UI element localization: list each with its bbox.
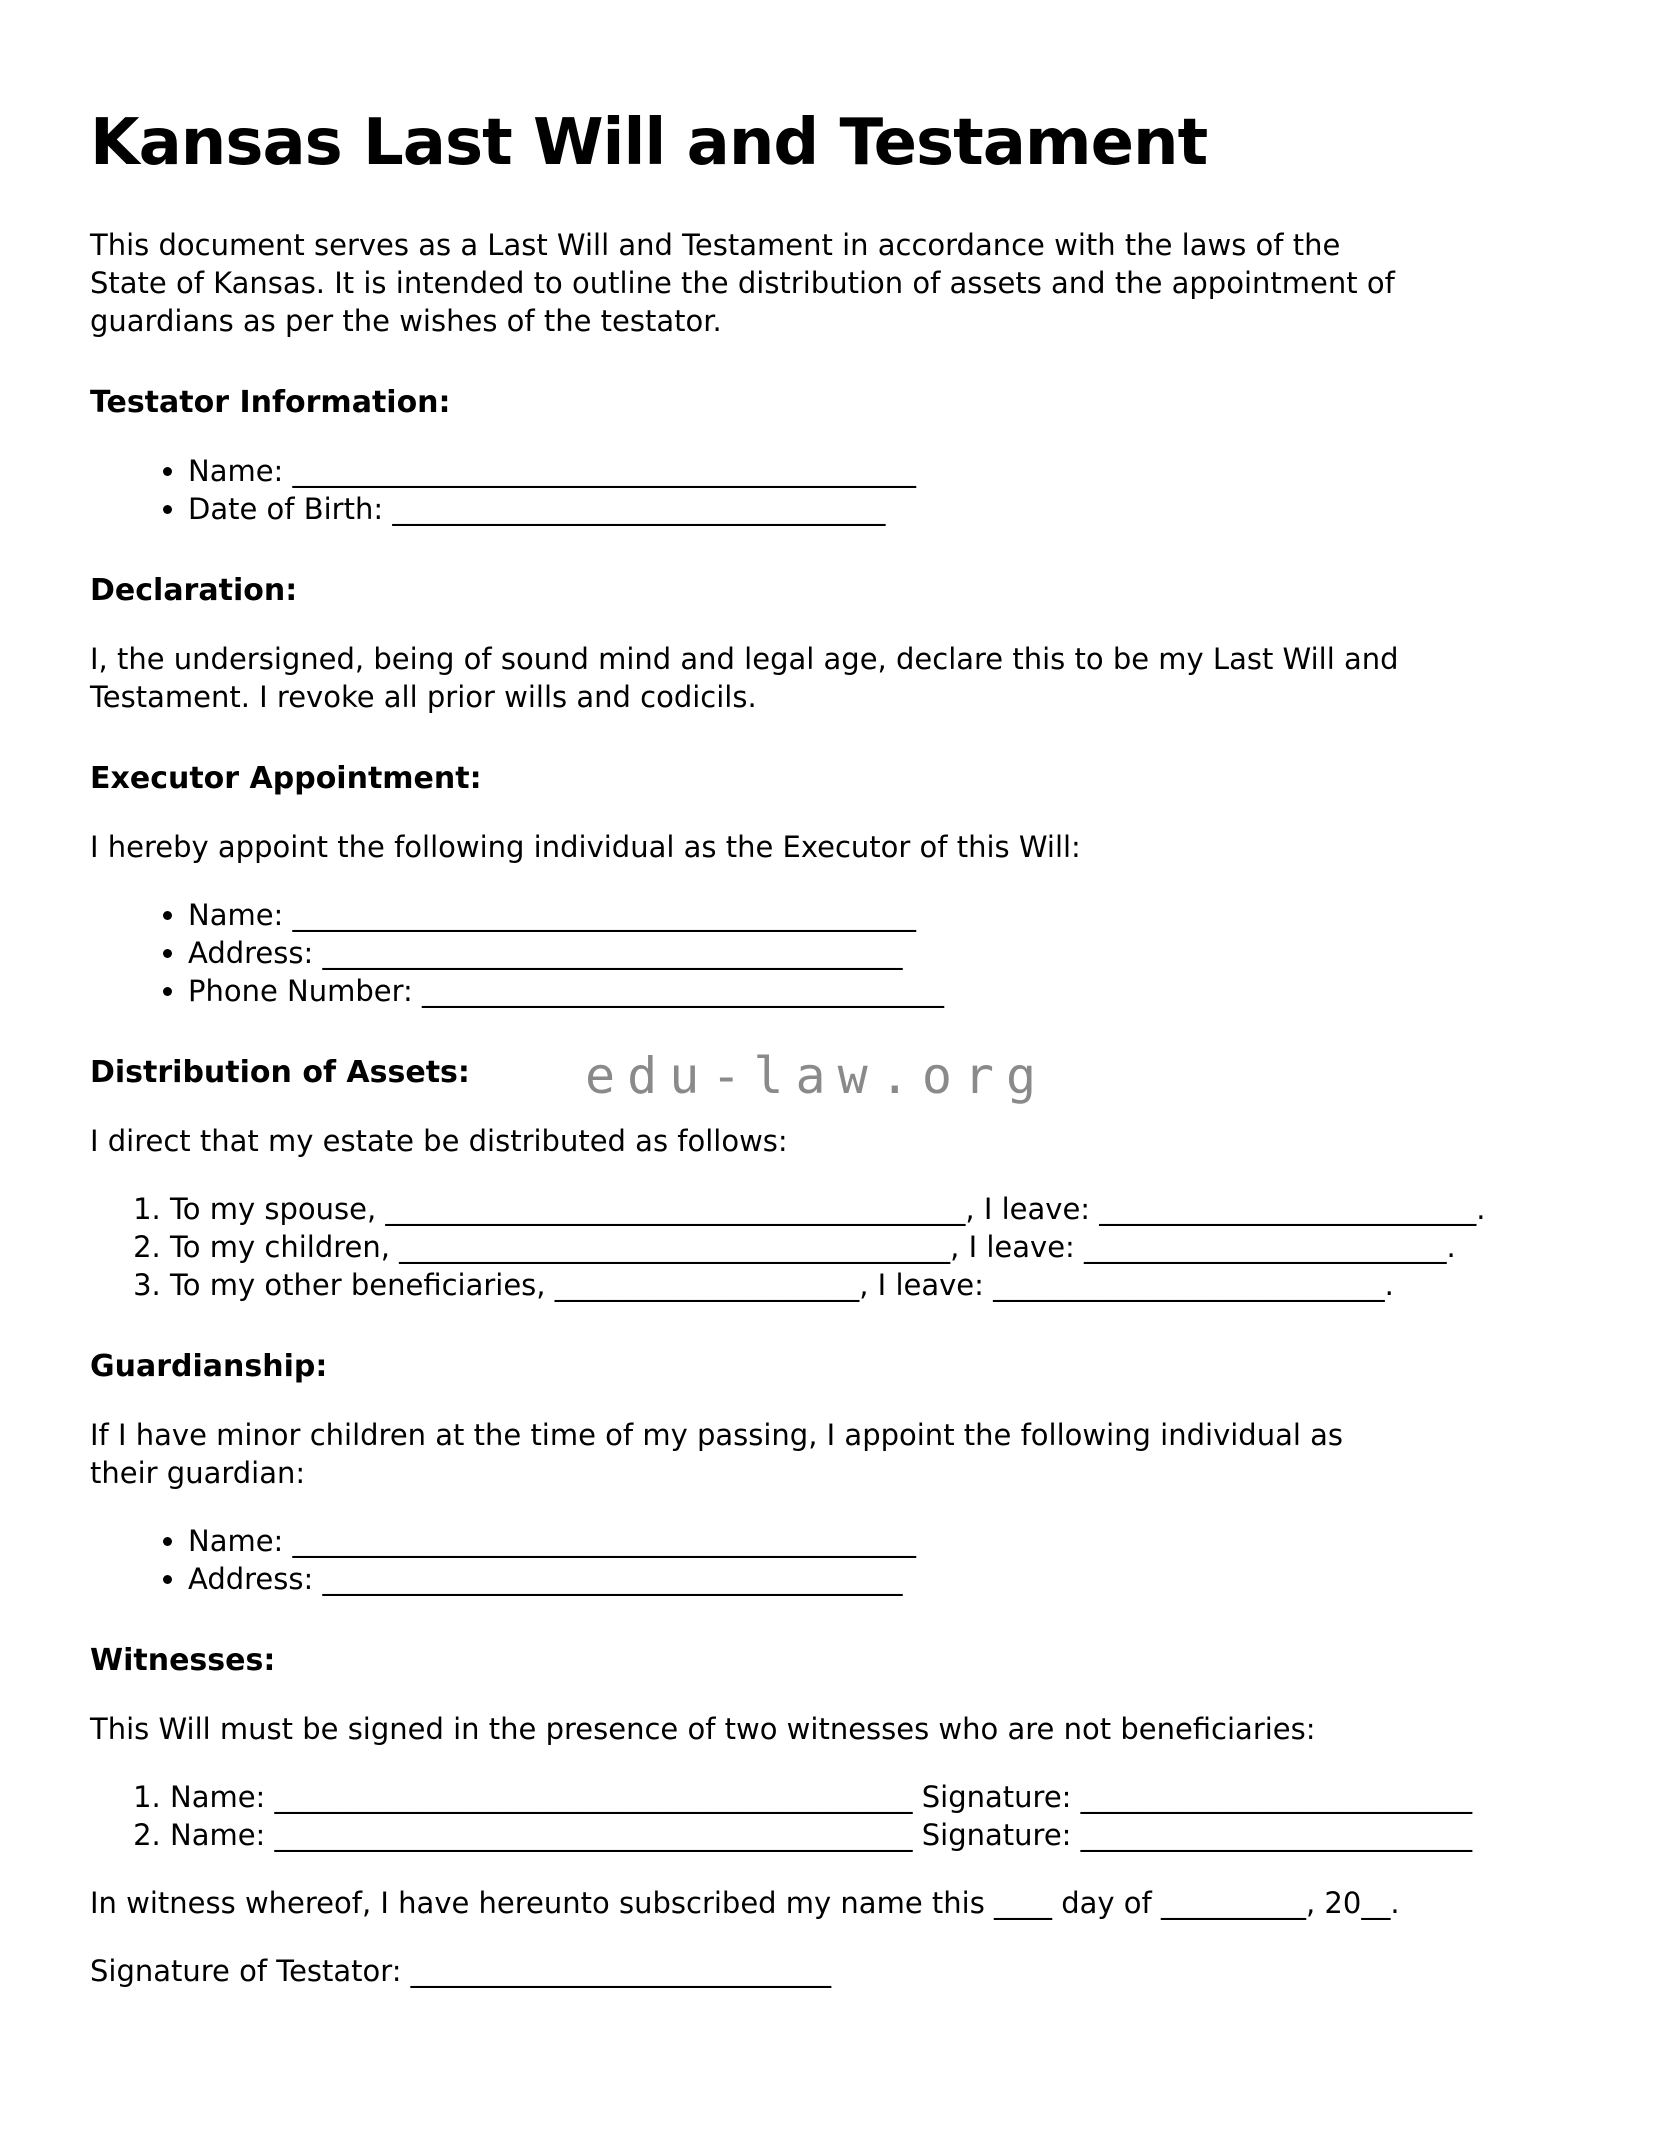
guardianship-line: their guardian: xyxy=(90,1456,306,1490)
declaration-paragraph xyxy=(90,640,1574,716)
distribution-item-spouse: 1. To my spouse, ________________________________________, I leave: __________________________. xyxy=(170,1190,1574,1228)
section-heading-testator-information: Testator Information: xyxy=(90,385,451,420)
intro-paragraph xyxy=(90,226,1574,340)
distribution-items-list xyxy=(90,1190,1574,1304)
witness-item-2: 2. Name: ____________________________________________ Signature: ___________________________ xyxy=(170,1816,1574,1854)
witness-item-1: 1. Name: ____________________________________________ Signature: ___________________________ xyxy=(170,1778,1574,1816)
guardianship-paragraph xyxy=(90,1416,1574,1492)
intro-line: This document serves as a Last Will and Testament in accordance with the laws of the xyxy=(90,228,1341,262)
section-heading-guardianship: Guardianship: xyxy=(90,1349,328,1384)
testator-signature-line: Signature of Testator: _____________________________ xyxy=(90,1954,832,1988)
intro-line: State of Kansas. It is intended to outline the distribution of assets and the appointment of xyxy=(90,266,1395,300)
field-executor-address: • Address: ________________________________________ xyxy=(188,934,1574,972)
guardianship-fields-list xyxy=(90,1522,1574,1598)
executor-intro-line: I hereby appoint the following individual as the Executor of this Will: xyxy=(90,830,1081,864)
declaration-line: I, the undersigned, being of sound mind and legal age, declare this to be my Last Will and xyxy=(90,642,1399,676)
distribution-intro-line: I direct that my estate be distributed as follows: xyxy=(90,1124,788,1158)
guardianship-line: If I have minor children at the time of my passing, I appoint the following individual as xyxy=(90,1418,1344,1452)
distribution-item-children: 2. To my children, ______________________________________, I leave: _________________________. xyxy=(170,1228,1574,1266)
field-guardian-name: • Name: ___________________________________________ xyxy=(188,1522,1574,1560)
executor-fields-list xyxy=(90,896,1574,1010)
field-testator-name: • Name: ___________________________________________ xyxy=(188,452,1574,490)
testator-fields-list xyxy=(90,452,1574,528)
witnesses-items-list xyxy=(90,1778,1574,1854)
witnesses-intro-line: This Will must be signed in the presence of two witnesses who are not beneficiaries: xyxy=(90,1712,1316,1746)
section-heading-executor-appointment: Executor Appointment: xyxy=(90,761,482,796)
executor-intro-paragraph xyxy=(90,828,1574,866)
testator-signature-paragraph xyxy=(90,1952,1574,1990)
attestation-line: In witness whereof, I have hereunto subscribed my name this ____ day of __________, 20__. xyxy=(90,1886,1400,1920)
section-heading-witnesses: Witnesses: xyxy=(90,1643,276,1678)
distribution-item-other-beneficiaries: 3. To my other beneficiaries, _____________________, I leave: ___________________________. xyxy=(170,1266,1574,1304)
watermark: edu-law.org xyxy=(585,1047,1049,1105)
document-title: Kansas Last Will and Testament xyxy=(90,106,1208,180)
field-testator-date-of-birth: • Date of Birth: __________________________________ xyxy=(188,490,1574,528)
field-guardian-address: • Address: ________________________________________ xyxy=(188,1560,1574,1598)
witnesses-intro-paragraph xyxy=(90,1710,1574,1748)
section-heading-declaration: Declaration: xyxy=(90,573,298,608)
field-executor-name: • Name: ___________________________________________ xyxy=(188,896,1574,934)
section-heading-distribution-of-assets: Distribution of Assets: xyxy=(90,1055,470,1090)
declaration-line: Testament. I revoke all prior wills and codicils. xyxy=(90,680,757,714)
field-executor-phone-number: • Phone Number: ____________________________________ xyxy=(188,972,1574,1010)
attestation-paragraph xyxy=(90,1884,1574,1922)
intro-line: guardians as per the wishes of the testator. xyxy=(90,304,722,338)
distribution-intro-paragraph xyxy=(90,1122,1574,1160)
